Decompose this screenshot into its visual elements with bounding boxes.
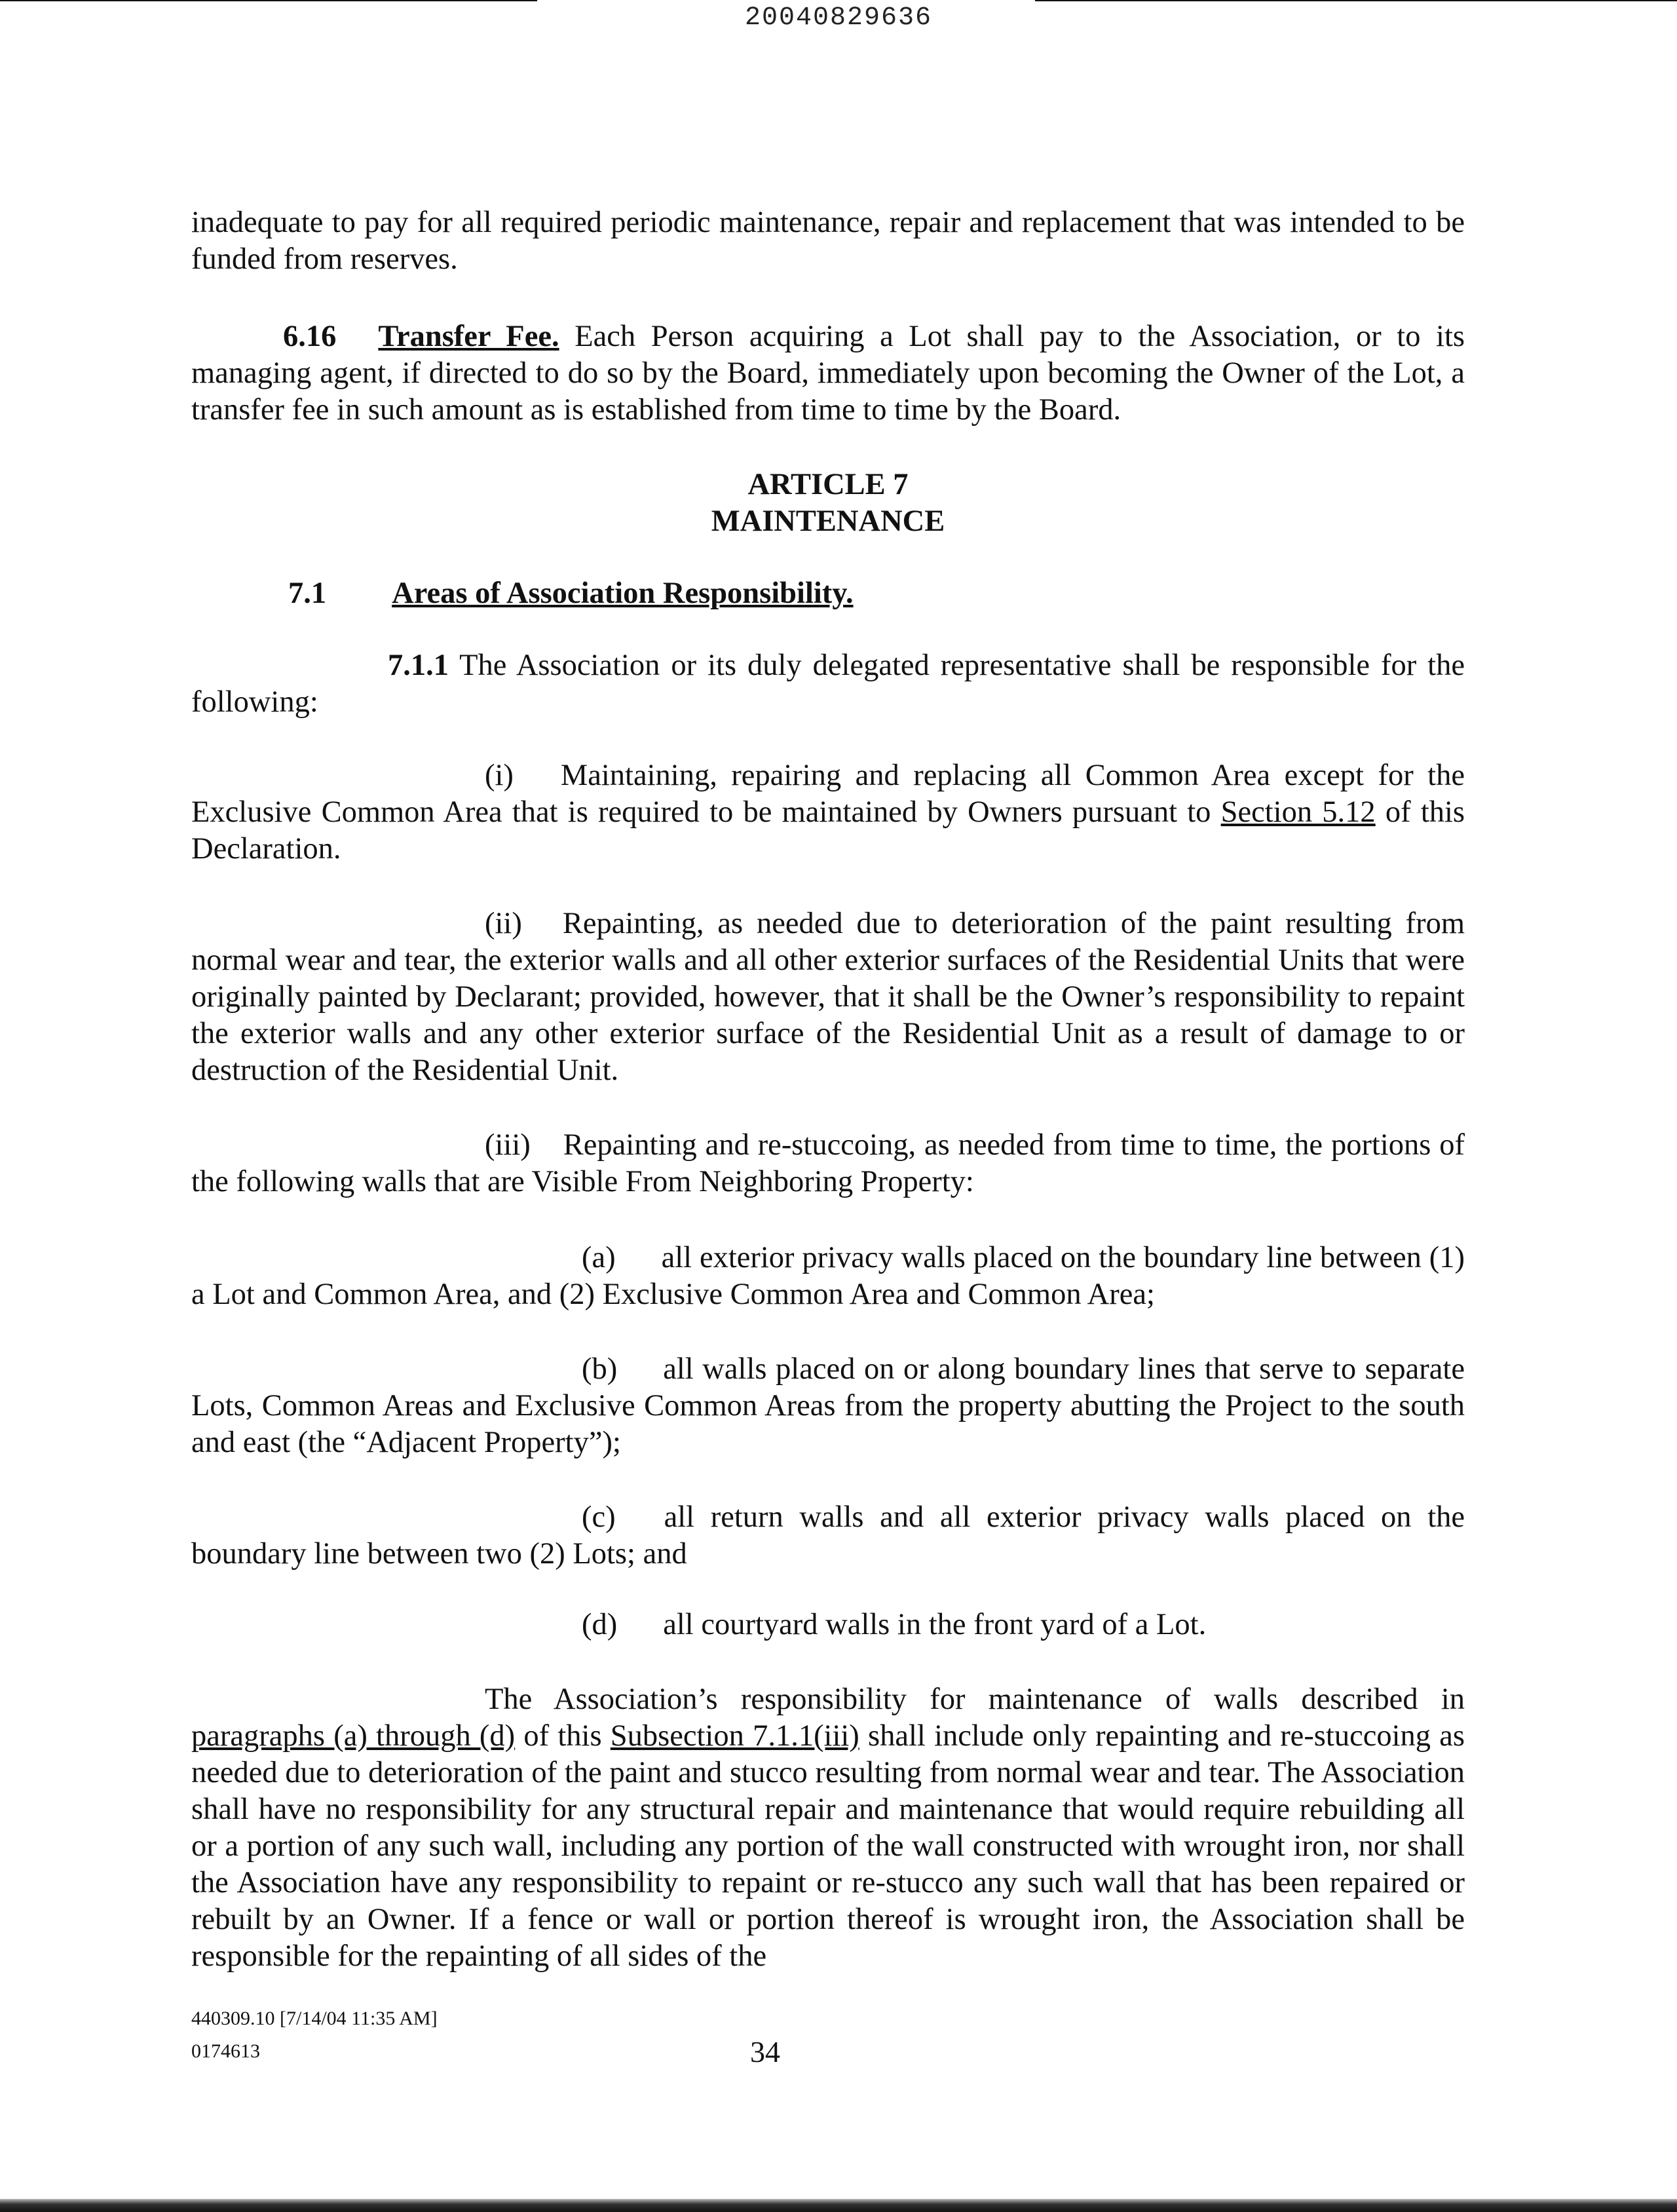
item-a [191,1240,1465,1313]
article-title: MAINTENANCE [711,505,945,538]
item-text-end: of this Declaration. [191,795,1465,866]
document-number: 20040829636 [744,3,933,33]
item-iii [191,1127,1465,1200]
item-ii [191,906,1465,1089]
item-text: all walls placed on or along boundary lines that serve to separate Lots, Common Areas and Exclusive Common Areas from the property abutting the Project to the south and east (the “Adjacent Property”); [191,1352,1465,1459]
item-number: (c) [582,1500,616,1534]
paragraphs-reference-link: paragraphs (a) through (d) [191,1719,516,1753]
page-number: 34 [750,2035,780,2069]
closing-text-1: The Association’s responsibility for maintenance of walls described in [485,1683,1465,1716]
item-number: (a) [582,1241,616,1274]
section-number: 6.16 [283,320,337,353]
closing-text-3: shall include only repainting and re-stuccoing as needed due to deterioration of the paint and stucco resulting from normal wear and tear. The Association shall have no responsibility for any structural repair and maintenance that would require rebuilding all or a portion of any such wall, including any portion of the wall constructed with wrought iron, nor shall the Association have any responsibility to repaint or re-stucco any such wall that has been repaired or rebuilt by an Owner. If a fence or wall or portion thereof is wrought iron, the Association shall be responsible for the repainting of all sides of the [191,1719,1465,1973]
item-text: all exterior privacy walls placed on the boundary line between (1) a Lot and Common Area, and (2) Exclusive Common Area and Common Area; [191,1241,1465,1311]
subsection-text: The Association or its duly delegated representative shall be responsible for the following: [191,649,1465,719]
section-title: Areas of Association Responsibility. [392,577,854,610]
scan-bottom-edge [0,2199,1677,2212]
item-number: (iii) [485,1128,531,1162]
section-title: Transfer Fee. [378,320,559,353]
subsection-reference-link: Subsection 7.1.1(iii) [610,1719,859,1753]
item-text: Repainting, as needed due to deterioration of the paint resulting from normal wear and tear, the exterior walls and all other exterior surfaces of the Residential Units that were originally painted by Declarant; provided, however, that it shall be the Owner’s responsibility to repaint the exterior walls and any other exterior surface of the Residential Unit as a result of damage to or destruction of the Residential Unit. [191,907,1465,1087]
item-text: all courtyard walls in the front yard of a Lot. [663,1608,1207,1641]
section-text: Each Person acquiring a Lot shall pay to the Association, or to its managing agent, if directed to do so by the Board, immediately upon becoming the Owner of the Lot, a transfer fee in such amount as is established from time to time by the Board. [191,320,1465,427]
section-6-16 [191,318,1465,429]
footer-document-id: 440309.10 [7/14/04 11:35 AM] [191,2008,438,2029]
closing-paragraph [191,1681,1465,1975]
item-text: all return walls and all exterior privacy walls placed on the boundary line between two (2) Lots; and [191,1500,1465,1571]
item-number: (b) [582,1352,618,1386]
item-b [191,1351,1465,1461]
subsection-number: 7.1.1 [388,649,449,682]
subsection-7-1-1 [191,647,1465,721]
item-number: (ii) [485,907,522,940]
section-reference-link: Section 5.12 [1220,795,1376,829]
item-d [191,1607,1465,1643]
item-text: Repainting and re-stuccoing, as needed from time to time, the portions of the following walls that are Visible From Neighboring Property: [191,1128,1465,1198]
item-i [191,757,1465,868]
section-number: 7.1 [288,577,327,610]
paragraph-continuation: inadequate to pay for all required periodic maintenance, repair and replacement that was intended to be funded from reserves. [191,206,1465,276]
section-7-1 [288,575,1402,612]
closing-text-2: of this [515,1719,611,1753]
article-number: ARTICLE 7 [747,468,909,501]
item-number: (d) [582,1608,618,1641]
item-text: Maintaining, repairing and replacing all Common Area except for the Exclusive Common Area that is required to be maintained by Owners pursuant to [191,759,1465,829]
item-c [191,1499,1465,1573]
item-number: (i) [485,759,514,792]
footer-client-number: 0174613 [191,2040,260,2062]
